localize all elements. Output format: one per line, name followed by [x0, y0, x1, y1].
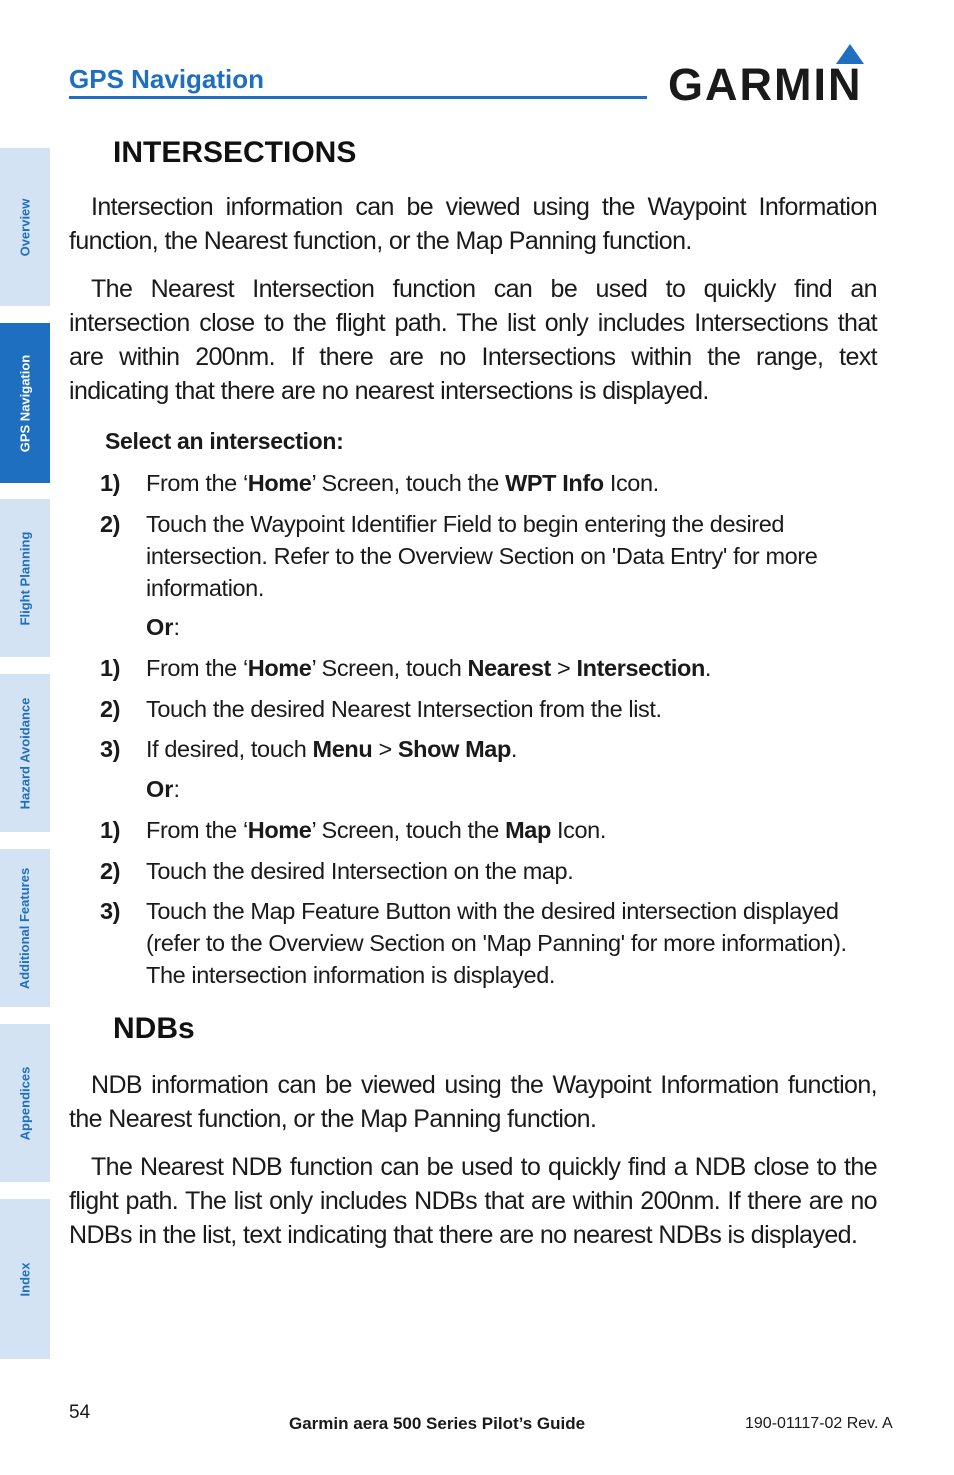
tab-appendices[interactable]: Appendices [0, 1024, 50, 1182]
footer-title: Garmin aera 500 Series Pilot’s Guide [289, 1414, 586, 1433]
document-number: 190-01117-02 Rev. A [745, 1415, 893, 1432]
tab-additional-features[interactable]: Additional Features [0, 849, 50, 1007]
tab-overview[interactable]: Overview [0, 148, 50, 306]
header-rule [69, 96, 647, 99]
garmin-logo [666, 42, 878, 106]
page-number: 54 [69, 1402, 91, 1423]
intersections-heading: INTERSECTIONS [113, 136, 357, 169]
svg-text:GARMIN: GARMIN [668, 59, 863, 106]
ndbs-paragraph-1: NDB information can be viewed using the Waypoint Information function, the Nearest function, or the Map Panning function. [69, 1071, 877, 1133]
ndbs-paragraph-2: The Nearest NDB function can be used to quickly find a NDB close to the flight path. The list only includes NDBs that are within 200nm. If there are no NDBs in the list, text indicating that there are no nearest NDBs is displayed. [69, 1153, 877, 1249]
tab-gps-navigation[interactable]: GPS Navigation [0, 323, 50, 483]
ndbs-heading: NDBs [113, 1012, 195, 1045]
tab-index[interactable]: Index [0, 1199, 50, 1359]
tab-hazard-avoidance[interactable]: Hazard Avoidance [0, 674, 50, 832]
section-title: GPS Navigation [69, 64, 265, 94]
or-separator-1: Or: [146, 614, 180, 640]
tab-flight-planning[interactable]: Flight Planning [0, 499, 50, 657]
procedure-title: Select an intersection: [105, 428, 344, 454]
intersections-paragraph-1: Intersection information can be viewed using the Waypoint Information function, the Nearest function, or the Map Panning function. [69, 193, 877, 255]
or-separator-2: Or: [146, 776, 180, 802]
intersections-paragraph-2: The Nearest Intersection function can be used to quickly find an intersection close to the flight path. The list only includes Intersections that are within 200nm. If there are no Intersections within the range, text indicating that there are no nearest intersections is displayed. [69, 275, 877, 405]
